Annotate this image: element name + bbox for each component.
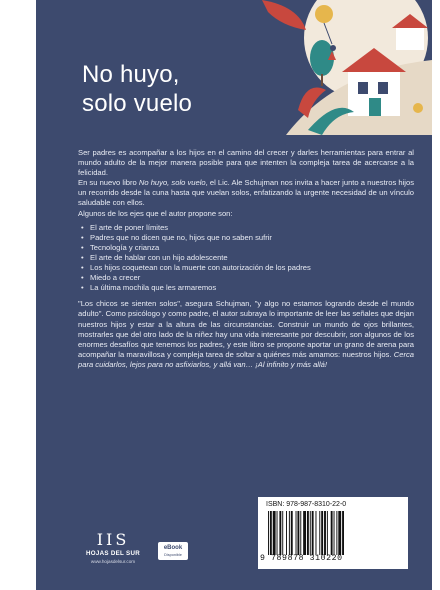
title-line-2: solo vuelo [82,90,193,117]
list-item: • La última mochila que les armaremos [90,283,414,293]
publisher-website: www.hojasdelsur.com [90,559,136,564]
figure-head [330,45,336,51]
ebook-sub-label: Disponible [164,553,182,557]
book-title-inline: No huyo, solo vuelo [138,178,206,188]
list-item: • Tecnología y crianza [90,243,414,253]
barcode-bar [300,511,301,555]
barcode-bar [319,511,320,555]
paragraph-axes: Algunos de los ejes que el autor propone son: [78,208,233,218]
barcode-bar [282,511,283,555]
axes-list [78,223,414,294]
barcode-bar [312,511,314,555]
house-window [378,82,388,94]
barcode-bar [289,511,290,555]
barcode-bar [286,511,287,555]
barcode-bar [307,511,309,555]
ebook-label: eBook [163,545,183,551]
barcode-bar [338,511,341,555]
barcode-bar [342,511,344,555]
barcode-bar [270,511,272,555]
barcode-bar [327,511,328,555]
barcode-bar [321,511,323,555]
paragraph-intro: Ser padres es acompañar a los hijos en el camino del crecer y darles herramientas para entrar al mundo adulto de la mejor manera posible para que intenten la compleja tarea de acercarse a la felicidad. [78,148,414,178]
publisher-name: HOJAS DEL SUR [86,550,140,557]
tree-trunk [321,74,323,86]
house-door [369,98,381,116]
sun-dot [413,103,423,113]
house-window [358,82,368,94]
barcode-bar [310,511,311,555]
list-item: • Padres que no dicen que no, hijos que no saben sufrir [90,233,414,243]
publisher-mark: IIS [96,530,130,549]
barcode-bar [324,511,326,555]
barcode-bar [297,511,299,555]
small-house-wall [396,28,424,50]
barcode-bar [291,511,293,555]
list-item: • Miedo a crecer [90,273,414,283]
barcode-bar [303,511,306,555]
list-item: • El arte de hablar con un hijo adolescente [90,253,414,263]
abstract-shape [262,0,306,30]
barcode-digits: 9 789878 310220 [260,554,343,563]
barcode-bar [331,511,333,555]
title-line-1: No huyo, [82,61,180,88]
paragraph-author: En su nuevo libro No huyo, solo vuelo, el Lic. Ale Schujman nos invita a hacer junto a nuestros hijos un recorrido desde la cuna hasta que vuelan solos, enfatizando la urgente necesidad de un vínculo saludable con ellos. [78,178,414,208]
list-item: • Los hijos coquetean con la muerte con autorización de los padres [90,263,414,273]
barcode-bar [316,511,317,555]
barcode-bar [273,511,276,555]
paragraph-quote: "Los chicos se sienten solos", asegura Schujman, "y algo no estamos logrando desde el mundo adulto". Como psicólogo y como padre, el autor subraya lo importante de leer las señales que dejan nuestros hijos y estar a la altura de las circunstancias. Construir un mundo de ojos brillantes, mostrarles que del otro lado de la niñez hay una vida interesante por descubrir, son algunos de los enormes desafíos que tenemos los padres, y este libro se propone aportar un grano de arena para acompañar la maravillosa y compleja tarea de soltar a quiénes más amamos: nuestros hijos. Cerca para cuidarlos, lejos para no asfixiarlos, y allá van… ¡Al infinito y más allá! [78,299,414,369]
isbn-text: ISBN: 978-987-8310-22-0 [266,501,347,508]
back-cover-text [78,148,414,370]
balloon-shape [315,5,333,23]
barcode-bar [277,511,278,555]
book-title [82,60,192,118]
barcode-bar [279,511,281,555]
barcode-panel [258,497,408,569]
publisher-logo [84,532,142,564]
barcode-bar [296,511,297,555]
ebook-badge [158,542,188,560]
barcode-bar [334,511,335,555]
barcode-bar [268,511,269,555]
barcode-bars [268,511,400,555]
closing-italic: Cerca para cuidarlos, lejos para no asfixiarlos, y allá van… ¡Al infinito y más allá! [78,349,414,369]
book-back-cover [36,0,432,590]
barcode-bar [336,511,337,555]
list-item: • El arte de poner límites [90,223,414,233]
